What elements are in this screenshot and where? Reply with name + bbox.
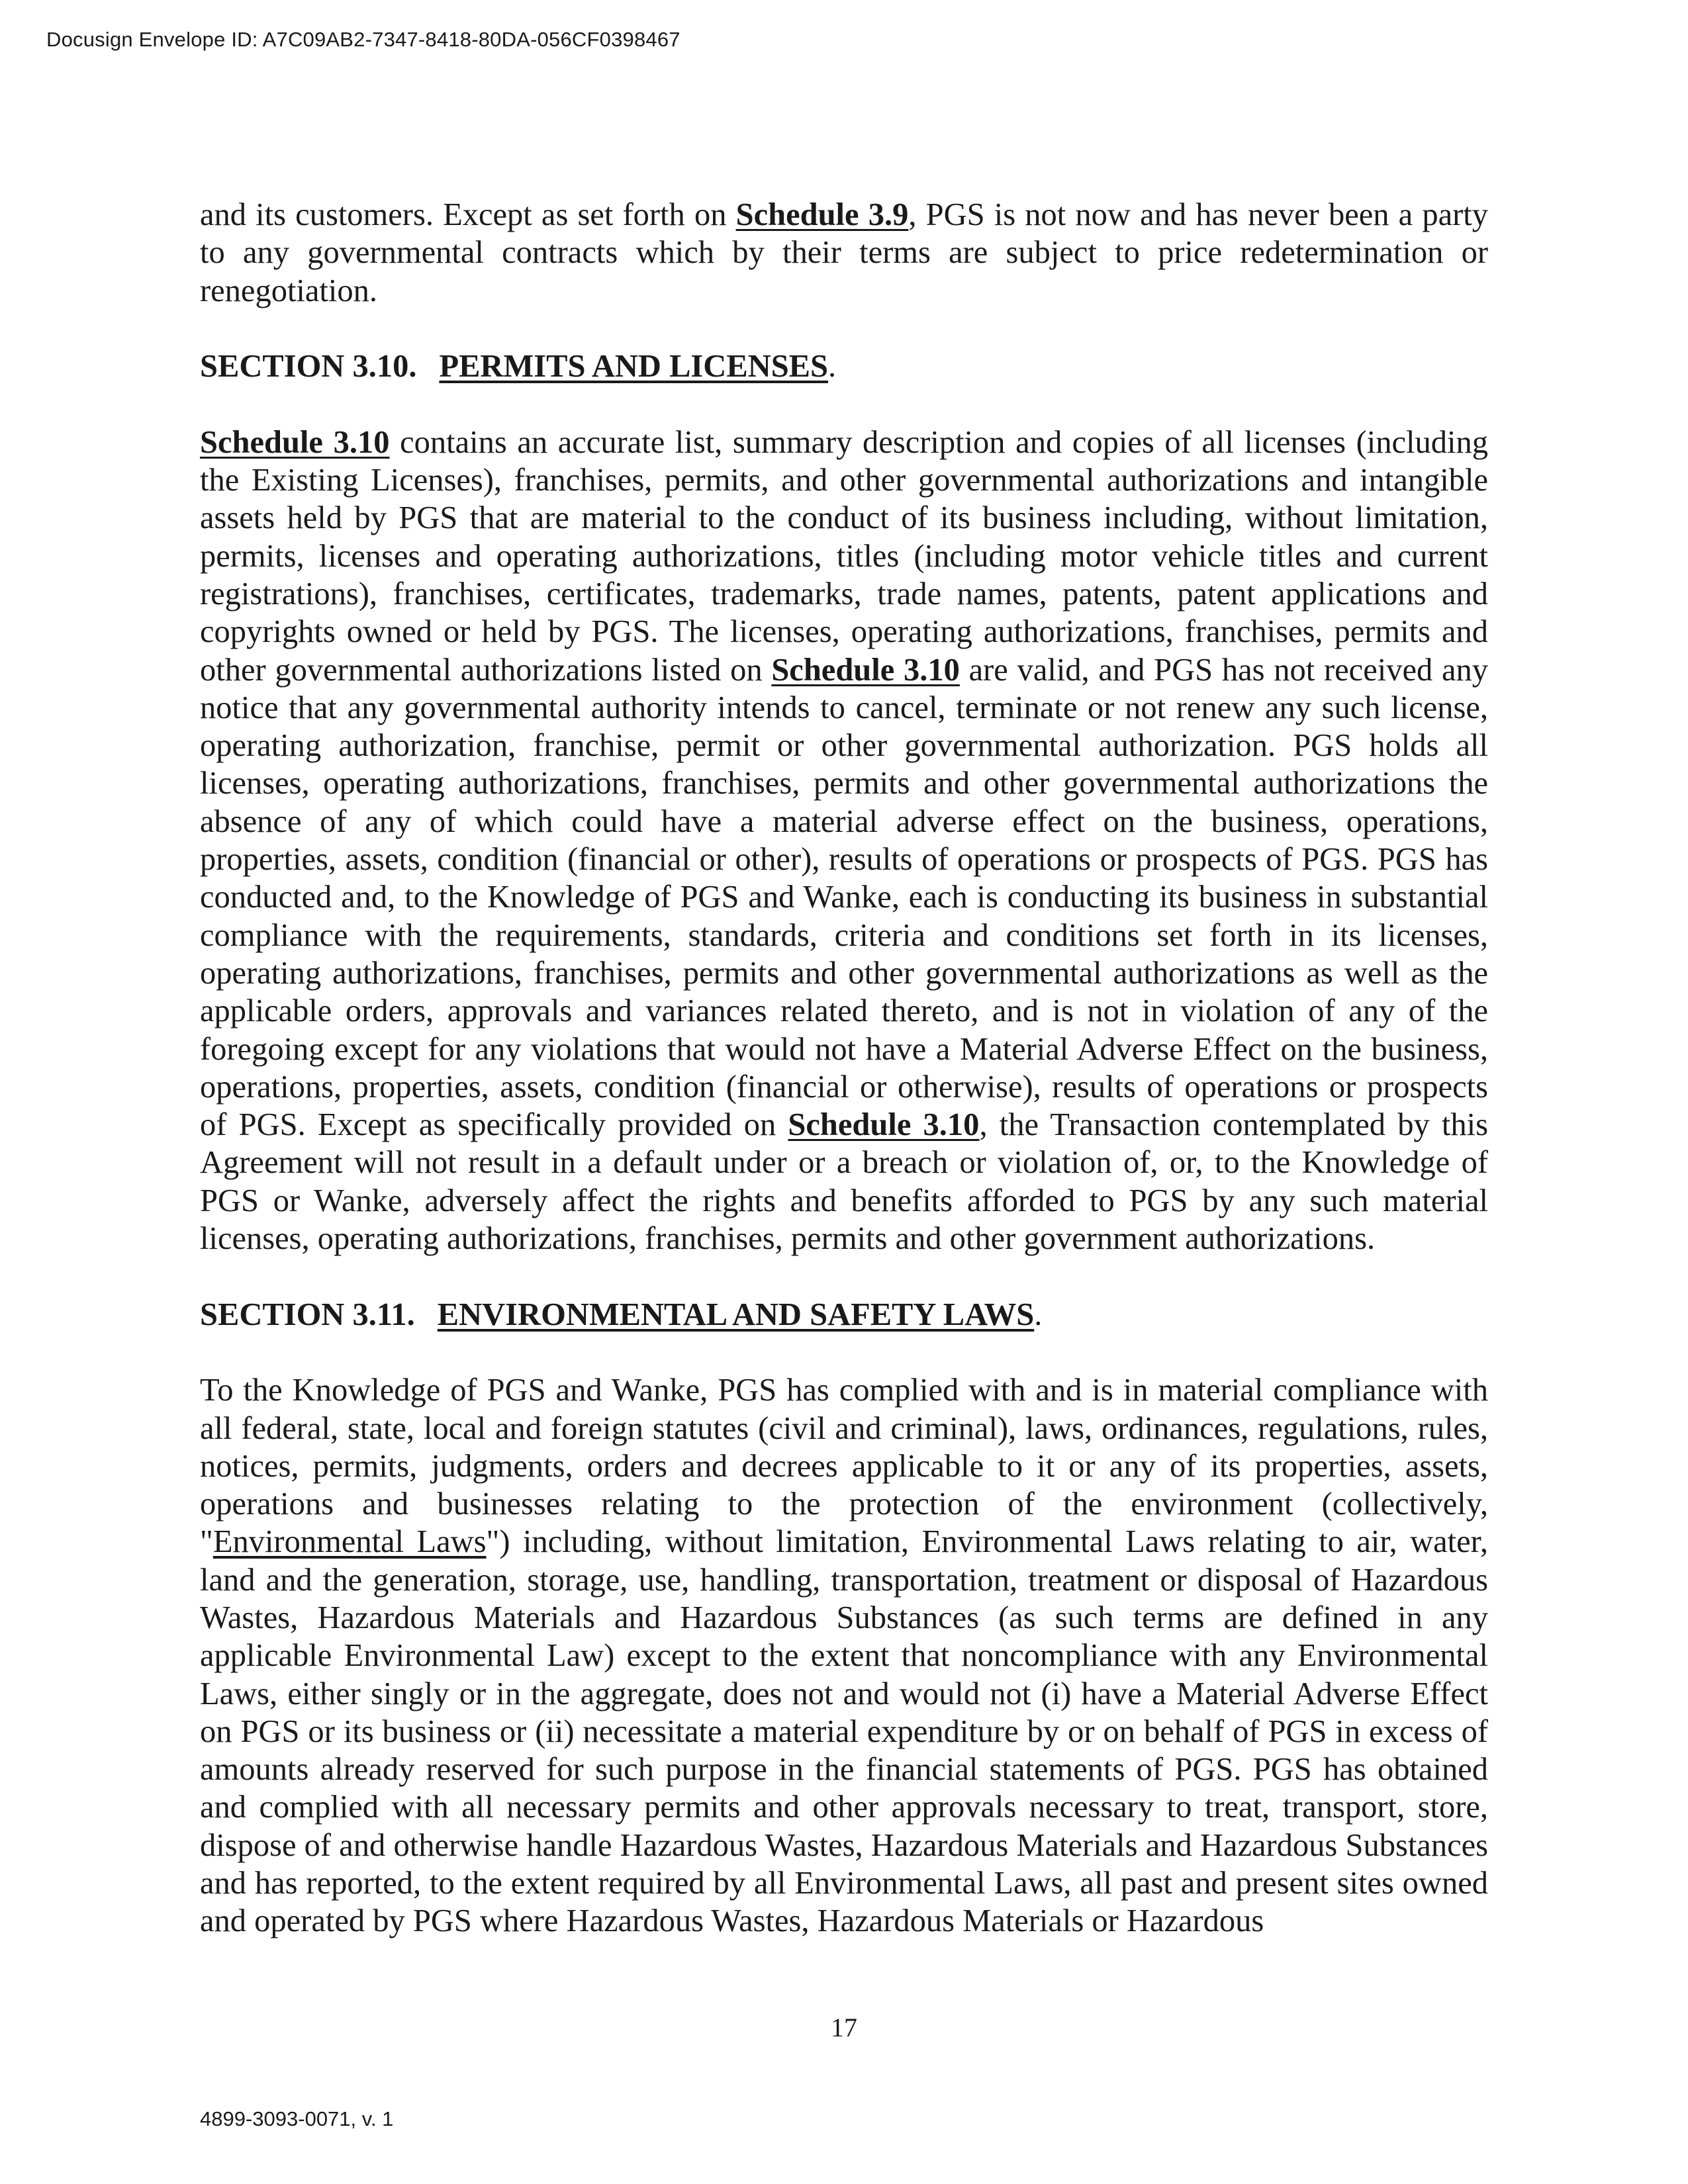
envelope-id-header: Docusign Envelope ID: A7C09AB2-7347-8418-80DA-056CF0398467 bbox=[46, 28, 680, 51]
schedule-ref: Schedule 3.10 bbox=[771, 652, 960, 688]
section-number: SECTION 3.10. bbox=[200, 349, 417, 385]
section-title: PERMITS AND LICENSES bbox=[439, 349, 828, 385]
paragraph-environmental bbox=[200, 1371, 1488, 1940]
section-period: . bbox=[1034, 1297, 1043, 1332]
section-title: ENVIRONMENTAL AND SAFETY LAWS bbox=[437, 1297, 1035, 1332]
page-number: 17 bbox=[831, 2013, 857, 2042]
paragraph-text: , PGS is not now and has never been a party to any governmental contracts which by their terms are subject to price redetermination or renegotiation. bbox=[200, 197, 1488, 308]
section-heading-3-11 bbox=[200, 1296, 1488, 1334]
section-number: SECTION 3.11. bbox=[200, 1297, 415, 1332]
defined-term: Environmental Laws bbox=[212, 1524, 487, 1560]
section-period: . bbox=[828, 349, 837, 385]
section-heading-3-10 bbox=[200, 347, 1488, 385]
paragraph-text: contains an accurate list, summary description and copies of all licenses (including the Existing Licenses), franchises, permits, and other governmental authorizations and intangible assets held by PGS that are material to the conduct of its business including, without limitation, permits, licenses and operating authorizations, titles (including motor vehicle titles and current registrations), franchises, certificates, trademarks, trade names, patents, patent applications and copyrights owned or held by PGS. The licenses, operating authorizations, franchises, permits and other governmental authorizations listed on bbox=[200, 424, 1488, 688]
paragraph-contracts bbox=[200, 196, 1488, 310]
schedule-ref: Schedule 3.10 bbox=[200, 424, 390, 460]
document-body bbox=[200, 196, 1488, 1940]
schedule-ref: Schedule 3.9 bbox=[735, 197, 909, 232]
document-id-footer: 4899-3093-0071, v. 1 bbox=[200, 2107, 394, 2130]
paragraph-text: , the Transaction contemplated by this Agreement will not result in a default under or a breach or violation of, or, to the Knowledge of PGS or Wanke, adversely affect the rights and benefits afforded to PGS by any such material licenses, operating authorizations, franchises, permits and other government authorizations. bbox=[200, 1107, 1488, 1257]
paragraph-text: are valid, and PGS has not received any notice that any governmental authority intends to cancel, terminate or not renew any such license, operating authorization, franchise, permit or other governmental authorization. PGS holds all licenses, operating authorizations, franchises, permits and other governmental authorizations the absence of any of which could have a material adverse effect on the business, operations, properties, assets, condition (financial or other), results of operations or prospects of PGS. PGS has conducted and, to the Knowledge of PGS and Wanke, each is conducting its business in substantial compliance with the requirements, standards, criteria and conditions set forth in its licenses, operating authorizations, franchises, permits and other governmental authorizations as well as the applicable orders, approvals and variances related thereto, and is not in violation of any of the foregoing except for any violations that would not have a Material Adverse Effect on the business, operations, properties, assets, condition (financial or otherwise), results of operations or prospects of PGS. Except as specifically provided on bbox=[200, 652, 1488, 1143]
paragraph-text: and its customers. Except as set forth on bbox=[200, 197, 736, 232]
paragraph-text: To the Knowledge of PGS and Wanke, PGS has complied with and is in material compliance with all federal, state, local and foreign statutes (civil and criminal), laws, ordinances, regulations, rules, notices, permits, judgments, orders and decrees applicable to it or any of its properties, assets, operations and businesses relating to the protection of the environment (collectively, " bbox=[200, 1373, 1488, 1560]
schedule-ref: Schedule 3.10 bbox=[788, 1107, 980, 1143]
paragraph-permits bbox=[200, 424, 1488, 1258]
paragraph-text: ") including, without limitation, Environmental Laws relating to air, water, land and the generation, storage, use, handling, transportation, treatment or disposal of Hazardous Wastes, Hazardous Materials and Hazardous Substances (as such terms are defined in any applicable Environmental Law) except to the extent that noncompliance with any Environmental Laws, either singly or in the aggregate, does not and would not (i) have a Material Adverse Effect on PGS or its business or (ii) necessitate a material expenditure by or on behalf of PGS in excess of amounts already reserved for such purpose in the financial statements of PGS. PGS has obtained and complied with all necessary permits and other approvals necessary to treat, transport, store, dispose of and otherwise handle Hazardous Wastes, Hazardous Materials and Hazardous Substances and has reported, to the extent required by all Environmental Laws, all past and present sites owned and operated by PGS where Hazardous Wastes, Hazardous Materials or Hazardous bbox=[200, 1524, 1488, 1939]
